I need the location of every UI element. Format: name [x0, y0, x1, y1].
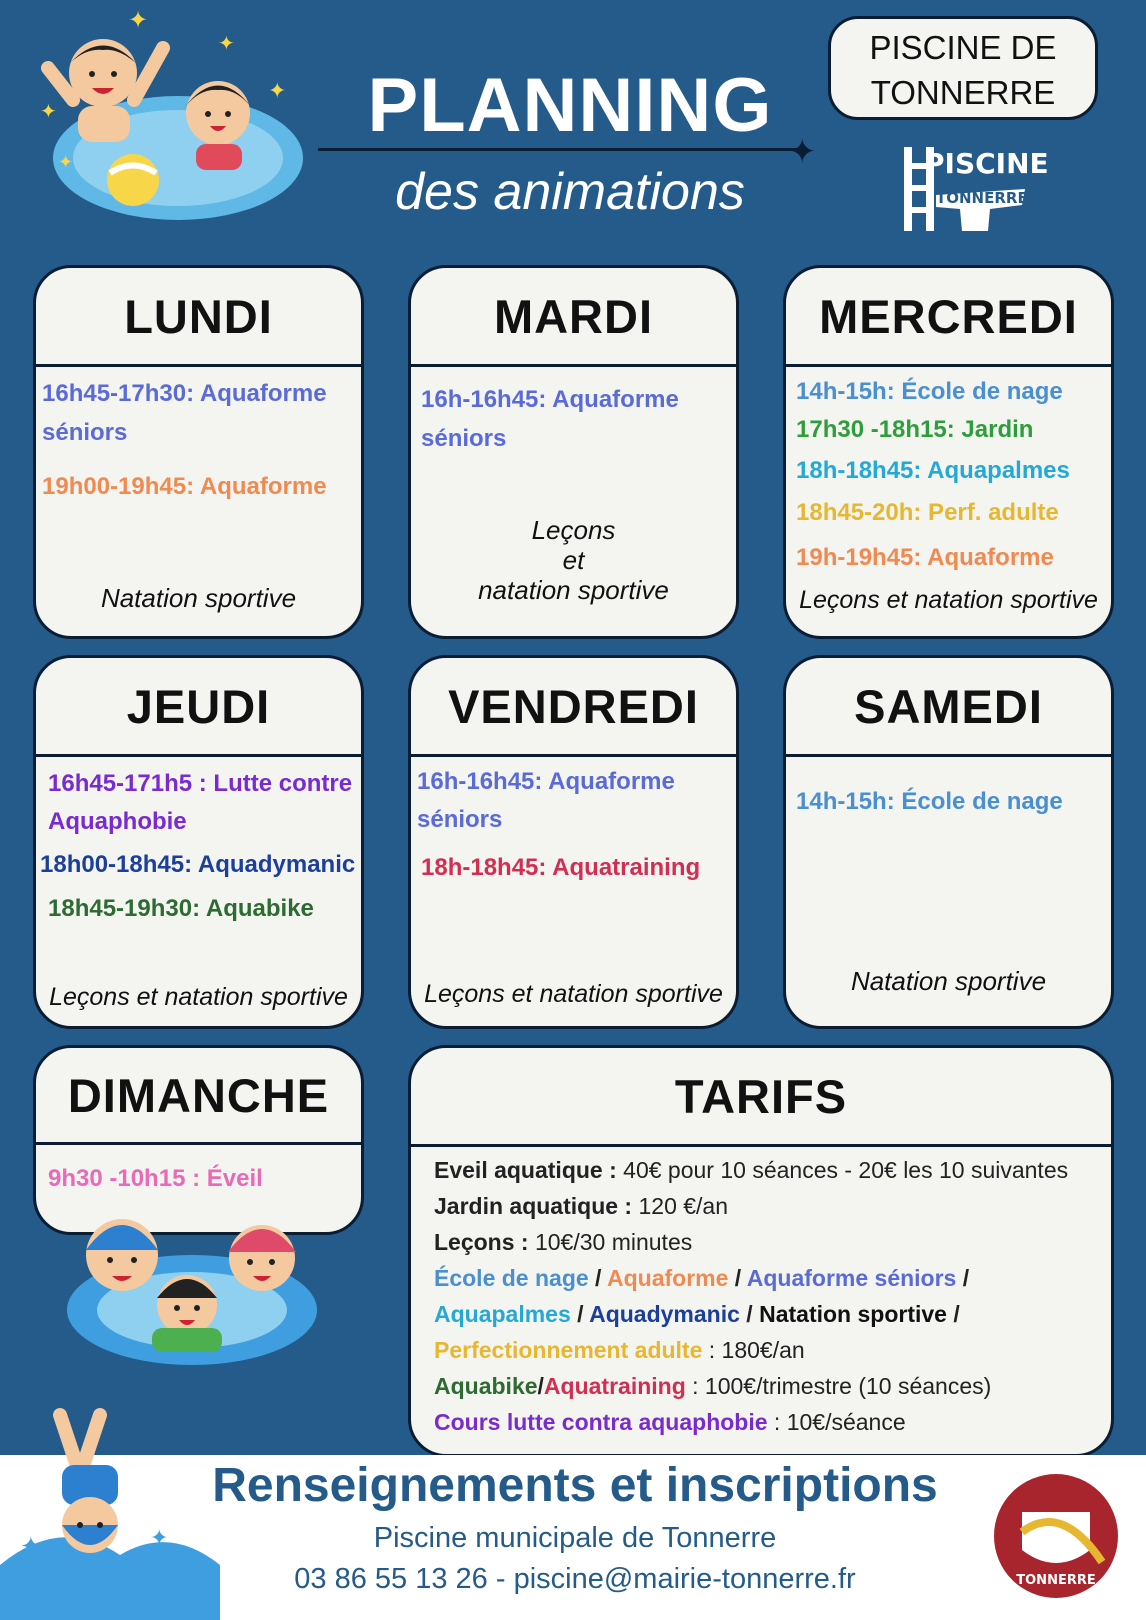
day-card-vendredi [408, 655, 739, 1029]
day-note: Natation sportive [100, 583, 297, 613]
schedule-line: 14h-15h: École de nage [796, 788, 1063, 815]
day-card-mercredi [783, 265, 1114, 639]
title-divider [318, 148, 798, 151]
tonnerre-emblem [992, 1472, 1120, 1600]
tarif-price: 10€/30 minutes [528, 1229, 693, 1255]
tarif-label: Perfectionnement adulte [434, 1337, 703, 1363]
tarif-separator: / [739, 1301, 760, 1327]
day-note: Leçons et natation sportive [424, 980, 723, 1008]
day-title: SAMEDI [786, 658, 1111, 757]
tarif-price: 40€ pour 10 séances - 20€ les 10 suivantes [616, 1157, 1069, 1183]
family-pool-illustration [62, 1200, 322, 1370]
schedule-line: 18h-18h45: Aquatraining [421, 854, 701, 881]
tarif-group-line-2 [434, 1301, 960, 1328]
schedule-line: 16h45-17h30: Aquaforme [42, 380, 327, 407]
schedule-line: 19h-19h45: Aquaforme [796, 544, 1054, 571]
footer-place: Piscine municipale de Tonnerre [373, 1522, 777, 1554]
emblem-label: TONNERRE [1016, 1573, 1096, 1588]
schedule-line: séniors [421, 425, 507, 452]
day-title: MARDI [411, 268, 736, 367]
svg-text:TONNERRE: TONNERRE [936, 189, 1028, 207]
schedule-line: 18h00-18h45: Aquadymanic [40, 851, 356, 878]
tarif-price: 120 €/an [632, 1193, 729, 1219]
tarif-lecons [434, 1229, 692, 1256]
tarif-price: : 10€/séance [767, 1409, 906, 1435]
schedule-line: 18h-18h45: Aquapalmes [796, 457, 1070, 484]
schedule-line: 16h45-171h5 : Lutte contre [48, 770, 353, 797]
schedule-line: séniors [42, 419, 128, 446]
sparkle-icon: ✦ [788, 133, 817, 171]
day-card-jeudi [33, 655, 364, 1029]
tarif-group-line-1 [434, 1265, 969, 1292]
day-note: Leçons et natation sportive [49, 983, 348, 1011]
tarif-jardin [434, 1193, 728, 1220]
tarif-activity: Aquapalmes [434, 1301, 571, 1327]
svg-text:✦: ✦ [20, 1532, 42, 1562]
tarif-activity: École de nage [434, 1265, 589, 1291]
schedule-line: 18h45-20h: Perf. adulte [796, 499, 1059, 526]
piscine-tonnerre-logo [900, 145, 1049, 235]
tarif-separator: / [570, 1301, 590, 1327]
tarif-label: Leçons : [434, 1229, 529, 1255]
tarif-eveil [434, 1157, 1068, 1184]
tarif-activity: Natation sportive [759, 1301, 947, 1327]
day-title: VENDREDI [411, 658, 736, 757]
tarif-separator: / [946, 1301, 960, 1327]
tarif-label: Aquatraining [543, 1373, 686, 1399]
day-title: MERCREDI [786, 268, 1111, 367]
day-note: natation sportive [478, 575, 669, 605]
day-card-samedi [783, 655, 1114, 1029]
schedule-line: 16h-16h45: Aquaforme [421, 386, 679, 413]
day-note: Leçons et natation sportive [799, 586, 1098, 614]
svg-text:✦: ✦ [40, 99, 57, 123]
schedule-line: 19h00-19h45: Aquaforme [42, 473, 327, 500]
day-title: LUNDI [36, 268, 361, 367]
tarif-separator: / [956, 1265, 970, 1291]
tarif-separator: / [588, 1265, 607, 1291]
svg-text:✦: ✦ [128, 6, 149, 34]
tarif-activity: Aquaforme séniors [746, 1265, 957, 1291]
pool-name-badge [828, 16, 1098, 120]
tarif-label: Cours lutte contra aquaphobie [434, 1409, 768, 1435]
day-note: et [562, 545, 585, 575]
day-card-lundi [33, 265, 364, 639]
tarif-label: Eveil aquatique : [434, 1157, 617, 1183]
footer-contact: 03 86 55 13 26 - piscine@mairie-tonnerre.fr [294, 1563, 856, 1595]
footer-title: Renseignements et inscriptions [212, 1459, 938, 1512]
badge-line-1: PISCINE DE [869, 29, 1057, 66]
schedule-line: 9h30 -10h15 : Éveil [48, 1165, 263, 1192]
badge-line-2: TONNERRE [870, 74, 1056, 111]
schedule-line: 16h-16h45: Aquaforme [417, 768, 675, 795]
day-card-mardi [408, 265, 739, 639]
kids-pool-illustration [28, 8, 318, 228]
svg-text:PISCINE: PISCINE [924, 147, 1049, 180]
tarif-label: Jardin aquatique : [434, 1193, 633, 1219]
tarif-price: : 100€/trimestre (10 séances) [685, 1373, 992, 1399]
schedule-line: 14h-15h: École de nage [796, 378, 1063, 405]
tarif-activity: Aquaforme [607, 1265, 729, 1291]
schedule-line: Aquaphobie [48, 808, 187, 835]
day-note: Natation sportive [850, 966, 1047, 996]
tarif-bike [434, 1373, 991, 1400]
day-note: Leçons [531, 515, 616, 545]
tarif-price: : 180€/an [702, 1337, 805, 1363]
tarif-perf [434, 1337, 805, 1364]
tarif-activity: Aquadymanic [589, 1301, 740, 1327]
tarif-separator: / [728, 1265, 747, 1291]
svg-text:✦: ✦ [268, 79, 287, 104]
tarif-separator: / [537, 1373, 544, 1399]
tarif-label: Aquabike [434, 1373, 538, 1399]
svg-text:✦: ✦ [150, 1526, 169, 1551]
schedule-line: 17h30 -18h15: Jardin [796, 416, 1034, 443]
schedule-line: séniors [417, 806, 503, 833]
svg-text:✦: ✦ [58, 152, 74, 173]
tarifs-title: TARIFS [411, 1048, 1111, 1147]
tarif-phobie [434, 1409, 906, 1436]
day-title: JEUDI [36, 658, 361, 757]
schedule-line: 18h45-19h30: Aquabike [48, 895, 314, 922]
page-subtitle: des animations [395, 163, 745, 221]
page-title: PLANNING [367, 63, 773, 148]
svg-text:✦: ✦ [218, 31, 235, 55]
day-title: DIMANCHE [36, 1048, 361, 1145]
